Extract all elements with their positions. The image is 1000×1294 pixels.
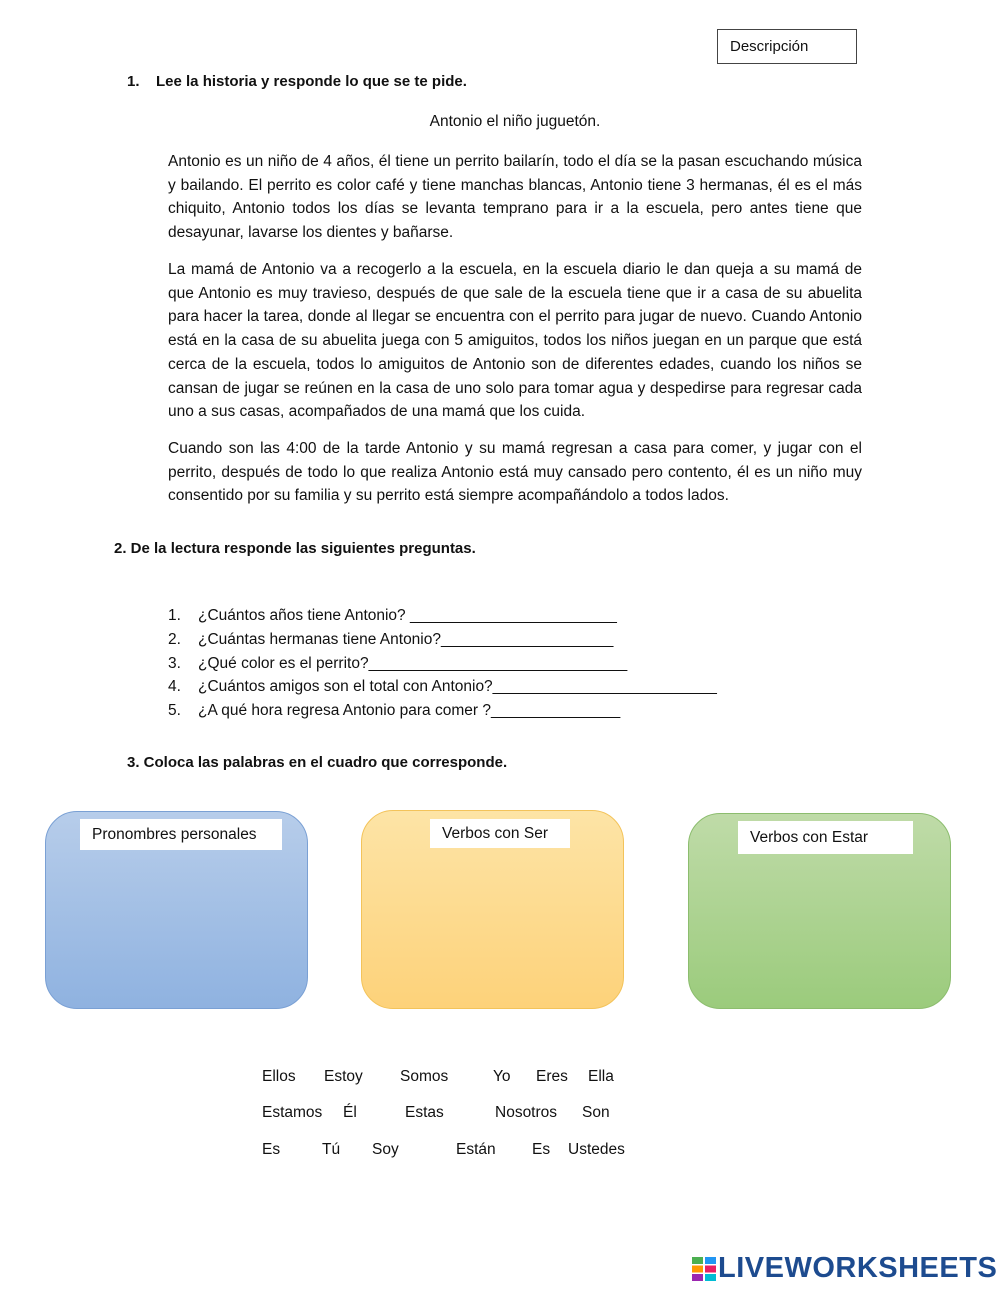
word-el[interactable]: Él [343,1104,357,1121]
story-paragraph-2: La mamá de Antonio va a recogerlo a la escuela, en la escuela diario le dan queja a su mamá de que Antonio es muy travieso, después de que sale de la escuela tiene que ir a casa de su abuelita para hacer la tarea, donde al llegar se encuentra con el perrito para jugar de nuevo. Cuando Antonio está en la casa de su abuelita juega con 5 amiguitos, todos los niños juegan en un parque que está cerca de la escuela, todos lo amiguitos de Antonio son de diferentes edades, cuando los niños se cansan de jugar se reúnen en la casa de uno solo para tomar agua y despedirse para regresar cada uno a sus casas, acompañados de una mamá que los cuida. [168,261,862,421]
word-son[interactable]: Son [582,1104,610,1121]
question-item-1[interactable] [168,604,717,628]
question-text: ¿Cuántas hermanas tiene Antonio?____________________ [198,630,614,648]
word-estamos[interactable]: Estamos [262,1104,323,1121]
drop-box-pronombres-label: Pronombres personales [80,819,282,850]
word-nosotros[interactable]: Nosotros [495,1104,558,1121]
word-ellos[interactable]: Ellos [262,1068,296,1085]
word-es-2[interactable]: Es [532,1141,551,1158]
word-ustedes[interactable]: Ustedes [568,1141,625,1158]
question-number: 1. [168,607,181,624]
section1-heading-text: Lee la historia y responde lo que se te pide. [156,73,467,90]
word-ella[interactable]: Ella [588,1068,614,1085]
word-soy[interactable]: Soy [372,1141,399,1158]
word-estoy[interactable]: Estoy [324,1068,363,1085]
drop-box-verbos-estar-label: Verbos con Estar [738,821,913,854]
liveworksheets-logo-text: LIVEWORKSHEETS [718,1252,998,1284]
question-number: 4. [168,678,181,696]
question-number: 2. [168,630,181,648]
question-list [168,604,717,723]
question-number: 5. [168,702,181,720]
story-title: Antonio el niño juguetón. [429,113,601,130]
question-item-4[interactable] [168,675,717,699]
description-button[interactable]: Descripción [717,29,857,64]
question-text: ¿A qué hora regresa Antonio para comer ?_______________ [198,702,621,720]
word-es[interactable]: Es [262,1141,281,1158]
section1-heading [127,73,467,90]
question-text: ¿Cuántos amigos son el total con Antonio?__________________________ [198,678,717,696]
section1-number: 1. [127,73,140,90]
section3-heading: 3. Coloca las palabras en el cuadro que corresponde. [127,754,508,771]
question-text: ¿Qué color es el perrito?______________________________ [198,654,628,672]
word-estas[interactable]: Estas [405,1104,444,1121]
word-estan[interactable]: Están [456,1141,496,1158]
word-yo[interactable]: Yo [493,1068,511,1085]
question-item-5[interactable] [168,699,717,723]
question-item-3[interactable] [168,652,717,676]
word-eres[interactable]: Eres [536,1068,568,1085]
word-tu[interactable]: Tú [322,1141,341,1158]
liveworksheets-logo-icon [692,1257,716,1281]
section2-heading: 2. De la lectura responde las siguientes preguntas. [114,540,476,557]
story-paragraph-3: Cuando son las 4:00 de la tarde Antonio y su mamá regresan a casa para comer, y jugar con el perrito, después de todo lo que realiza Antonio está muy cansado pero contento, él es un niño muy consentido por su familia y su perrito está siempre acompañándolo a todos lados. [168,440,862,505]
story-paragraph-1: Antonio es un niño de 4 años, él tiene un perrito bailarín, todo el día se la pasan escuchando música y bailando. El perrito es color café y tiene manchas blancas, Antonio tiene 3 hermanas, él es el más chiquito, Antonio todos los días se levanta temprano para ir a la escuela, pero antes tiene que desayunar, lavarse los dientes y bañarse. [168,153,862,242]
question-item-2[interactable] [168,628,717,652]
question-number: 3. [168,654,181,672]
question-text: ¿Cuántos años tiene Antonio? ________________________ [198,607,617,624]
word-somos[interactable]: Somos [400,1068,449,1085]
drop-box-verbos-ser-label: Verbos con Ser [430,819,570,848]
